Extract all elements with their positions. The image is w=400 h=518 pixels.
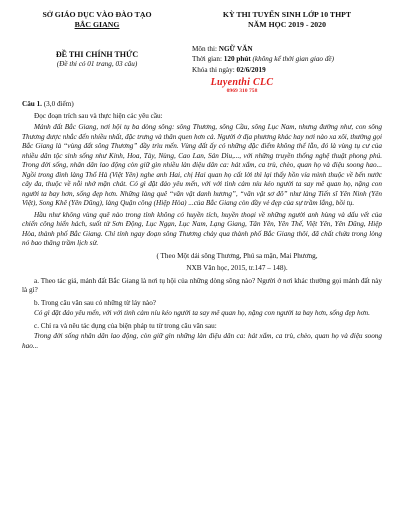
school-year: NĂM HỌC 2019 - 2020 — [248, 20, 326, 30]
department-name: SỞ GIÁO DỤC VÀO ĐÀO TẠO — [42, 10, 152, 19]
brand-stamp — [102, 78, 382, 94]
official-note: (Đề thi có 01 trang, 03 câu) — [56, 60, 138, 69]
official-title: ĐỀ THI CHÍNH THỨC — [55, 49, 139, 59]
question-1-heading — [22, 100, 382, 110]
brand-phone: 0969 310 758 — [226, 87, 258, 94]
province-name: BẮC GIANG — [74, 20, 120, 30]
department-block — [22, 10, 172, 31]
official-block — [22, 45, 172, 77]
time-label: Thời gian: — [192, 55, 224, 64]
exam-header — [22, 10, 382, 31]
time-note: (không kể thời gian giao đề) — [250, 55, 334, 64]
date-line — [192, 66, 334, 76]
passage-source-line-1: ( Theo Một dải sông Thương, Phú sa mận, Mai Phương, — [156, 251, 318, 260]
sub-question-b-quote: Có gì đặt đáo yêu mến, với với tình cảm níu kéo người ta say mê quan họ, nặng con người ta bay hơn, sống đẹp hơn. — [34, 309, 370, 318]
sub-question-c-quote: Trong đời sống nhân dân lao động, còn giữ gìn những làn điệu dân ca: hát xẩm, ca trù, chèo, quan họ và điệu soong hao... — [22, 332, 382, 350]
date-label: Khóa thi ngày: — [192, 65, 237, 74]
subject-value: NGỮ VĂN — [218, 44, 253, 53]
passage-paragraph-1: Mảnh đất Bắc Giang, nơi hội tụ ba dòng sông: sông Thương, sông Cầu, sông Lục Nam, nhưng đường như, con sông Thương được nhắc đến nhiều nhất, đặc trưng và thân quen hơn cả. Người ở địa phương khác hay nơi nào xa xôi, thường gọi Bắc Giang là “vùng đất sông Thương” đầy trìu mến. Vùng đất ấy có những đặc điểm không thể lẫn, đó là vùng tụ cư của nhiều dân tộc sinh sống như Kinh, Hoa, Tày, Nùng, Cao Lan, Sán Dìu,..., với những truyền thống nghệ thuật phong phú. Trong đời sống, nhân dân lao động còn giữ gìn nhiều làn điệu dân ca: hát xẩm, ca trù, chèo, quan họ và điệu soong hao... Ngồi trong đình làng Thổ Hà (Việt Yên) nghe anh Hai, chị Hai quan họ cất lời thì lại thấy hồn vía mình thuộc về bến nước cây đa, thuộc về nỗi nhớ mặn chát. Có gì đặt đáo yêu mến, với với tình cảm níu kéo người ta say mê quan họ, nặng con người ta bay hơn, sống đẹp hơn. Những làng quê “văn vật danh hương”, “văn vật sơ đô” như làng Tiến sĩ Yên Ninh (Yên Việt), Song Khê (Yên Dũng), làng Quận công (Hiệp Hòa) ...của Bắc Giang còn đầy vẻ đẹp của sự trầm lắng, bồi tụ. — [22, 123, 382, 208]
exam-meta-row — [22, 45, 382, 77]
brand-name: Luyenthi CLC — [210, 77, 274, 89]
passage-source-line-2: NXB Văn học, 2015, tr.147 – 148). — [186, 264, 288, 273]
date-value: 02/6/2019 — [236, 65, 266, 74]
sub-question-b: b. Trong câu văn sau có những từ láy nào? — [34, 298, 156, 307]
exam-info — [172, 45, 334, 77]
question-1 — [22, 100, 382, 351]
question-1-points: (3,0 điểm) — [41, 100, 74, 109]
time-line — [192, 55, 334, 65]
sub-question-a: a. Theo tác giả, mảnh đất Bắc Giang là nơi tụ hội của những dòng sông nào? Người ở nơi khác thường gọi mảnh đất này là gì? — [22, 276, 382, 295]
question-1-instruction: Đọc đoạn trích sau và thực hiện các yêu cầu: — [34, 111, 163, 120]
subject-label: Môn thi: — [192, 44, 219, 53]
time-value: 120 phút — [223, 55, 251, 64]
exam-title: KỲ THI TUYỂN SINH LỚP 10 THPT — [222, 10, 352, 19]
sub-question-c: c. Chỉ ra và nêu tác dụng của biện pháp tu từ trong câu văn sau: — [34, 321, 217, 330]
passage-paragraph-2: Hầu như không vùng quê nào trong tỉnh không có huyền tích, huyền thoại về những người anh hùng và dấu vết của chiến công hiển hách, suốt từ Sơn Động, Lục Ngạn, Lục Nam, Lạng Giang, Tân Yên, Yên Thế, Việt Yên, Yên Dũng, Hiệp Hòa, thành phố Bắc Giang. Chỉ tính ngay đoạn sông Thương chảy qua thành phố Bắc Giang thôi, đã chất chứa trong lòng nó bao thăng trầm lịch sử. — [22, 210, 382, 248]
exam-title-block — [192, 10, 382, 31]
question-1-label: Câu 1. — [22, 100, 42, 109]
subject-line — [192, 45, 334, 55]
